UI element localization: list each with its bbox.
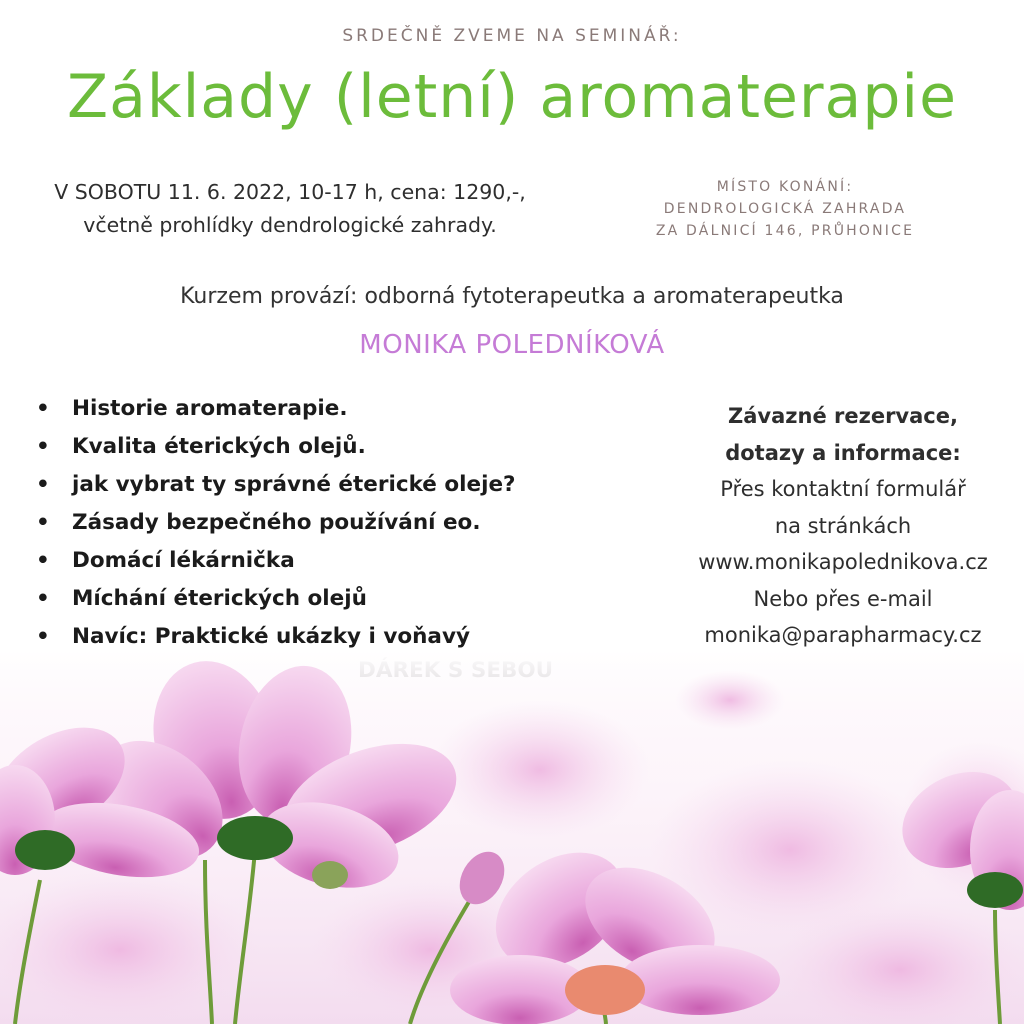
topics-list xyxy=(30,390,516,656)
list-item xyxy=(30,390,516,428)
topic-text: Kvalita éterických olejů. xyxy=(72,434,366,459)
topic-text: Míchání éterických olejů xyxy=(72,586,367,611)
contact-subheading: dotazy a informace: xyxy=(725,440,961,465)
page-title: Základy (letní) aromaterapie xyxy=(66,62,957,132)
bullet-icon: • xyxy=(36,434,50,459)
contact-block xyxy=(662,398,1024,654)
list-item xyxy=(30,542,516,580)
guide-text: Kurzem provází: odborná fytoterapeutka a aromaterapeutka xyxy=(180,284,844,309)
contact-heading: Závazné rezervace, xyxy=(728,404,958,428)
list-item xyxy=(30,428,516,466)
bullet-icon: • xyxy=(36,510,50,535)
contact-form-text: Přes kontaktní formulář xyxy=(720,477,966,501)
event-date-line: V SOBOTU 11. 6. 2022, 10-17 h, cena: 1290,-, xyxy=(54,180,526,204)
flowers-illustration xyxy=(0,650,1024,1024)
venue-name: DENDROLOGICKÁ ZAHRADA xyxy=(663,201,907,217)
venue-address: ZA DÁLNICÍ 146, PRŮHONICE xyxy=(655,223,915,239)
list-item xyxy=(30,466,516,504)
bullet-icon: • xyxy=(36,396,50,421)
list-item xyxy=(30,504,516,542)
topic-text: Zásady bezpečného používání eo. xyxy=(72,510,481,535)
topic-text: jak vybrat ty správné éterické oleje? xyxy=(72,472,516,497)
venue-label: MÍSTO KONÁNÍ: xyxy=(716,179,854,195)
email-intro: Nebo přes e-mail xyxy=(753,586,933,611)
bullet-icon: • xyxy=(36,586,50,611)
event-date-block xyxy=(20,176,560,242)
lecturer-name: MONIKA POLEDNÍKOVÁ xyxy=(359,330,665,360)
venue-block xyxy=(630,176,940,242)
topic-text: Historie aromaterapie. xyxy=(72,396,348,421)
topic-text: Navíc: Praktické ukázky i voňavý xyxy=(72,624,470,649)
list-item xyxy=(30,580,516,618)
event-inclusion-line: včetně prohlídky dendrologické zahrady. xyxy=(83,213,497,237)
eyebrow-text: SRDEČNĚ ZVEME NA SEMINÁŘ: xyxy=(342,26,682,46)
topic-text: Domácí lékárnička xyxy=(72,548,295,573)
bullet-icon: • xyxy=(36,548,50,573)
email-link[interactable]: monika@parapharmacy.cz xyxy=(704,623,982,647)
bullet-icon: • xyxy=(36,624,50,649)
contact-form-text-2: na stránkách xyxy=(774,513,912,538)
website-link[interactable]: www.monikapolednikova.cz xyxy=(698,550,988,574)
bullet-icon: • xyxy=(36,472,50,497)
